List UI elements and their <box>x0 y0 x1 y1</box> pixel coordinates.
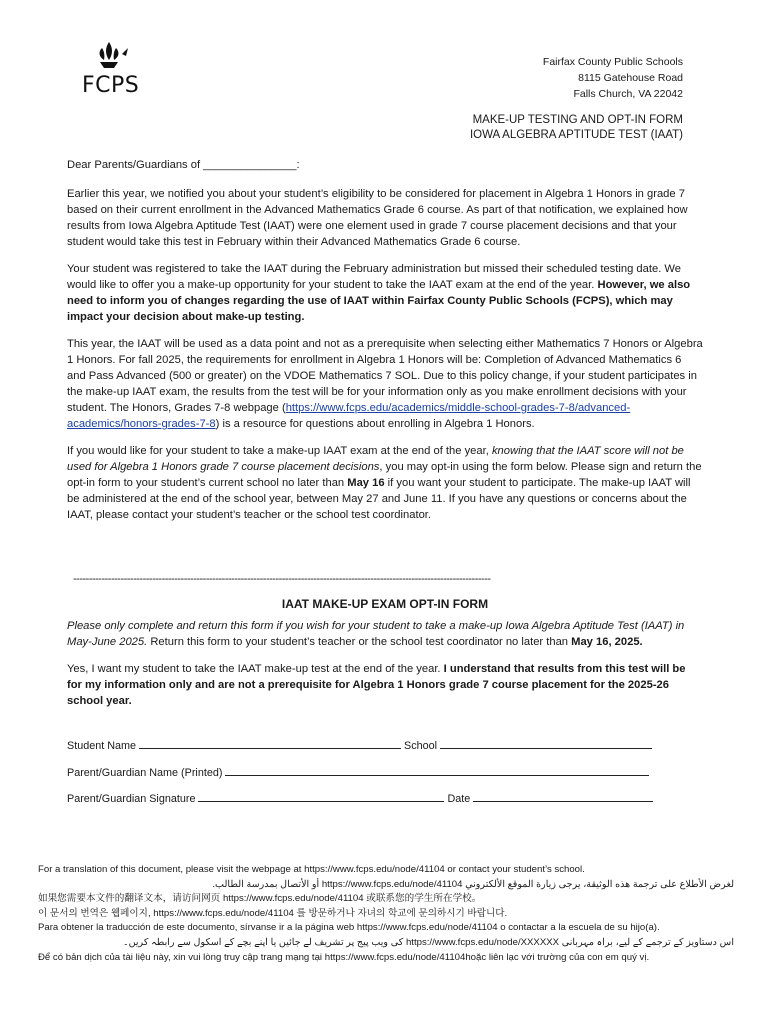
address-street: 8115 Gatehouse Road <box>578 72 683 84</box>
form-title-line2: IOWA ALGEBRA APTITUDE TEST (IAAT) <box>469 129 683 141</box>
form-title <box>470 113 683 143</box>
p3-text-before: This year, the IAAT will be used as a data point and not as a prerequisite when selecting either Mathematics 7 Honors or Algebra 1 Honors. For fall 2025, the requirements for enrollment in Algebra 1 Honors will be: Completion of Advanced Mathematics 6 and Pass Advanced (500 or greater) on the VDOE Mathematics 7 SOL. Due to this policy change, if your student participates in the make-up IAAT exam, the results from the test will be for your information only as you make enrollment decisions with your student. The Honors, Grades 7-8 webpage ( <box>67 338 703 414</box>
address-org: Fairfax County Public Schools <box>542 56 683 68</box>
translation-korean: 이 문서의 번역은 웹페이지, https://www.fcps.edu/node/41104 를 방문하거나 자녀의 학교에 문의하시기 바랍니다. <box>38 907 508 919</box>
school-field[interactable] <box>440 737 652 749</box>
optin-consent <box>67 661 703 709</box>
address-city: Falls Church, VA 22042 <box>573 88 683 100</box>
optin-deadline: May 16, 2025. <box>571 636 643 648</box>
parent-name-row <box>67 764 649 779</box>
translation-spanish: Para obtener la traducción de este documento, sírvanse ir a la página web https://www.fcps.edu/node/41104 o contactar a la escuela de su hijo(a). <box>38 922 660 934</box>
signature-date-row <box>67 790 653 805</box>
date-field[interactable] <box>473 790 653 802</box>
paragraph-3 <box>67 336 703 432</box>
optin-intro <box>67 618 703 650</box>
school-label: School <box>404 740 438 752</box>
student-school-row <box>67 737 652 752</box>
school-address <box>543 54 683 102</box>
p4-text-b: , you may opt-in using the form below. Please sign and return the opt-in form to your student’s current school no later than <box>67 461 702 489</box>
paragraph-2 <box>67 261 703 325</box>
translation-english: For a translation of this document, please visit the webpage at https://www.fcps.edu/node/41104 or contact your student’s school. <box>38 864 585 875</box>
paragraph-1: Earlier this year, we notified you about your student’s eligibility to be considered for placement in Algebra 1 Honors in grade 7 based on their current enrollment in the Advanced Mathematics Grade 6 course. As part of that notification, we explained how results from Iowa Algebra Aptitude Test (IAAT) were one element used in grade 7 course placement decisions and that your student would take this test in February within their Advanced Mathematics Grade 6 course. <box>67 188 688 248</box>
parent-name-label: Parent/Guardian Name (Printed) <box>67 767 223 779</box>
translation-vietnamese: Để có bản dịch của tài liệu này, xin vui lòng truy cập trang mạng tại https://www.fcps.edu/node/41104hoặc liên lạc với trường của con em quý vị. <box>38 951 650 963</box>
p4-text-a: If you would like for your student to take a make-up IAAT exam at the end of the year, <box>67 445 492 457</box>
parent-signature-label: Parent/Guardian Signature <box>67 793 196 805</box>
translation-urdu: اس دستاویز کے ترجمے کے لیے، براہ مہربانی https://www.fcps.edu/node/XXXXXX کی ویب پیج پر تشریف لے جائیں یا اپنے بچے کے اسکول سے رابطہ کریں۔ <box>122 936 734 948</box>
p3-text-after: ) is a resource for questions about enrolling in Algebra 1 Honors. <box>215 418 535 430</box>
optin-intro-italic: Please only complete and return this form if you wish for your student to take a make-up Iowa Algebra Aptitude Test (IAAT) in May-June 2025. <box>67 620 685 648</box>
translation-arabic: لغرض الأطلاع على ترجمة هذه الوثيقة، يرجى زيارة الموقع الألكتروني https://www.fcps.edu/node/41104 أو الأتصال بمدرسة الطالب. <box>212 878 734 890</box>
p4-italic-text: knowing that the IAAT score will not be used for Algebra 1 Honors grade 7 course placement decisions <box>67 445 684 473</box>
date-label: Date <box>447 793 471 805</box>
parent-signature-field[interactable] <box>198 790 444 802</box>
cut-line-divider: ------------------------------------------------------------------------------------------------------------------------------------ <box>73 573 491 585</box>
optin-intro-text: Return this form to your student’s teacher or the school test coordinator no later than <box>147 636 572 648</box>
letter-body <box>67 157 703 534</box>
paragraph-4 <box>67 443 703 523</box>
optin-form-title: IAAT MAKE-UP EXAM OPT-IN FORM <box>281 597 489 611</box>
consent-text: Yes, I want my student to take the IAAT make-up test at the end of the year. <box>67 663 444 675</box>
form-title-line1: MAKE-UP TESTING AND OPT-IN FORM <box>472 114 683 126</box>
parent-name-field[interactable] <box>225 764 649 776</box>
p4-text-c: if you want your student to participate. The make-up IAAT will be administered at the end of the school year, between May 27 and June 11. If you have any questions or concerns about the IAAT, please contact your student’s teacher or the school test coordinator. <box>67 477 691 521</box>
student-name-field[interactable] <box>139 737 401 749</box>
p2-text: Your student was registered to take the IAAT during the February administration but missed their scheduled testing date. We would like to offer you a make-up opportunity for your student to take the IAAT exam at the end of the year. <box>67 263 681 291</box>
optin-form-text <box>67 618 703 720</box>
consent-bold-text: I understand that results from this test will be for my information only and are not a prerequisite for Algebra 1 Honors grade 7 course placement for the 2025-26 school year. <box>67 663 686 707</box>
honors-webpage-link[interactable]: https://www.fcps.edu/academics/middle-school-grades-7-8/advanced-academics/honors-grades-7-8 <box>67 402 631 430</box>
p4-bold-date: May 16 <box>347 477 385 489</box>
student-name-label: Student Name <box>67 740 137 752</box>
translation-notice <box>38 863 738 965</box>
translation-chinese: 如果您需要本文件的翻译文本，请访问网页 https://www.fcps.edu/node/41104 或联系您的学生所在学校。 <box>38 893 482 905</box>
salutation: Dear Parents/Guardians of _______________: <box>67 159 300 171</box>
p2-bold-text: However, we also need to inform you of changes regarding the use of IAAT within Fairfax County Public Schools (FCPS), which may impact your decision about make-up testing. <box>67 279 691 323</box>
logo-text: FCPS <box>82 73 140 98</box>
